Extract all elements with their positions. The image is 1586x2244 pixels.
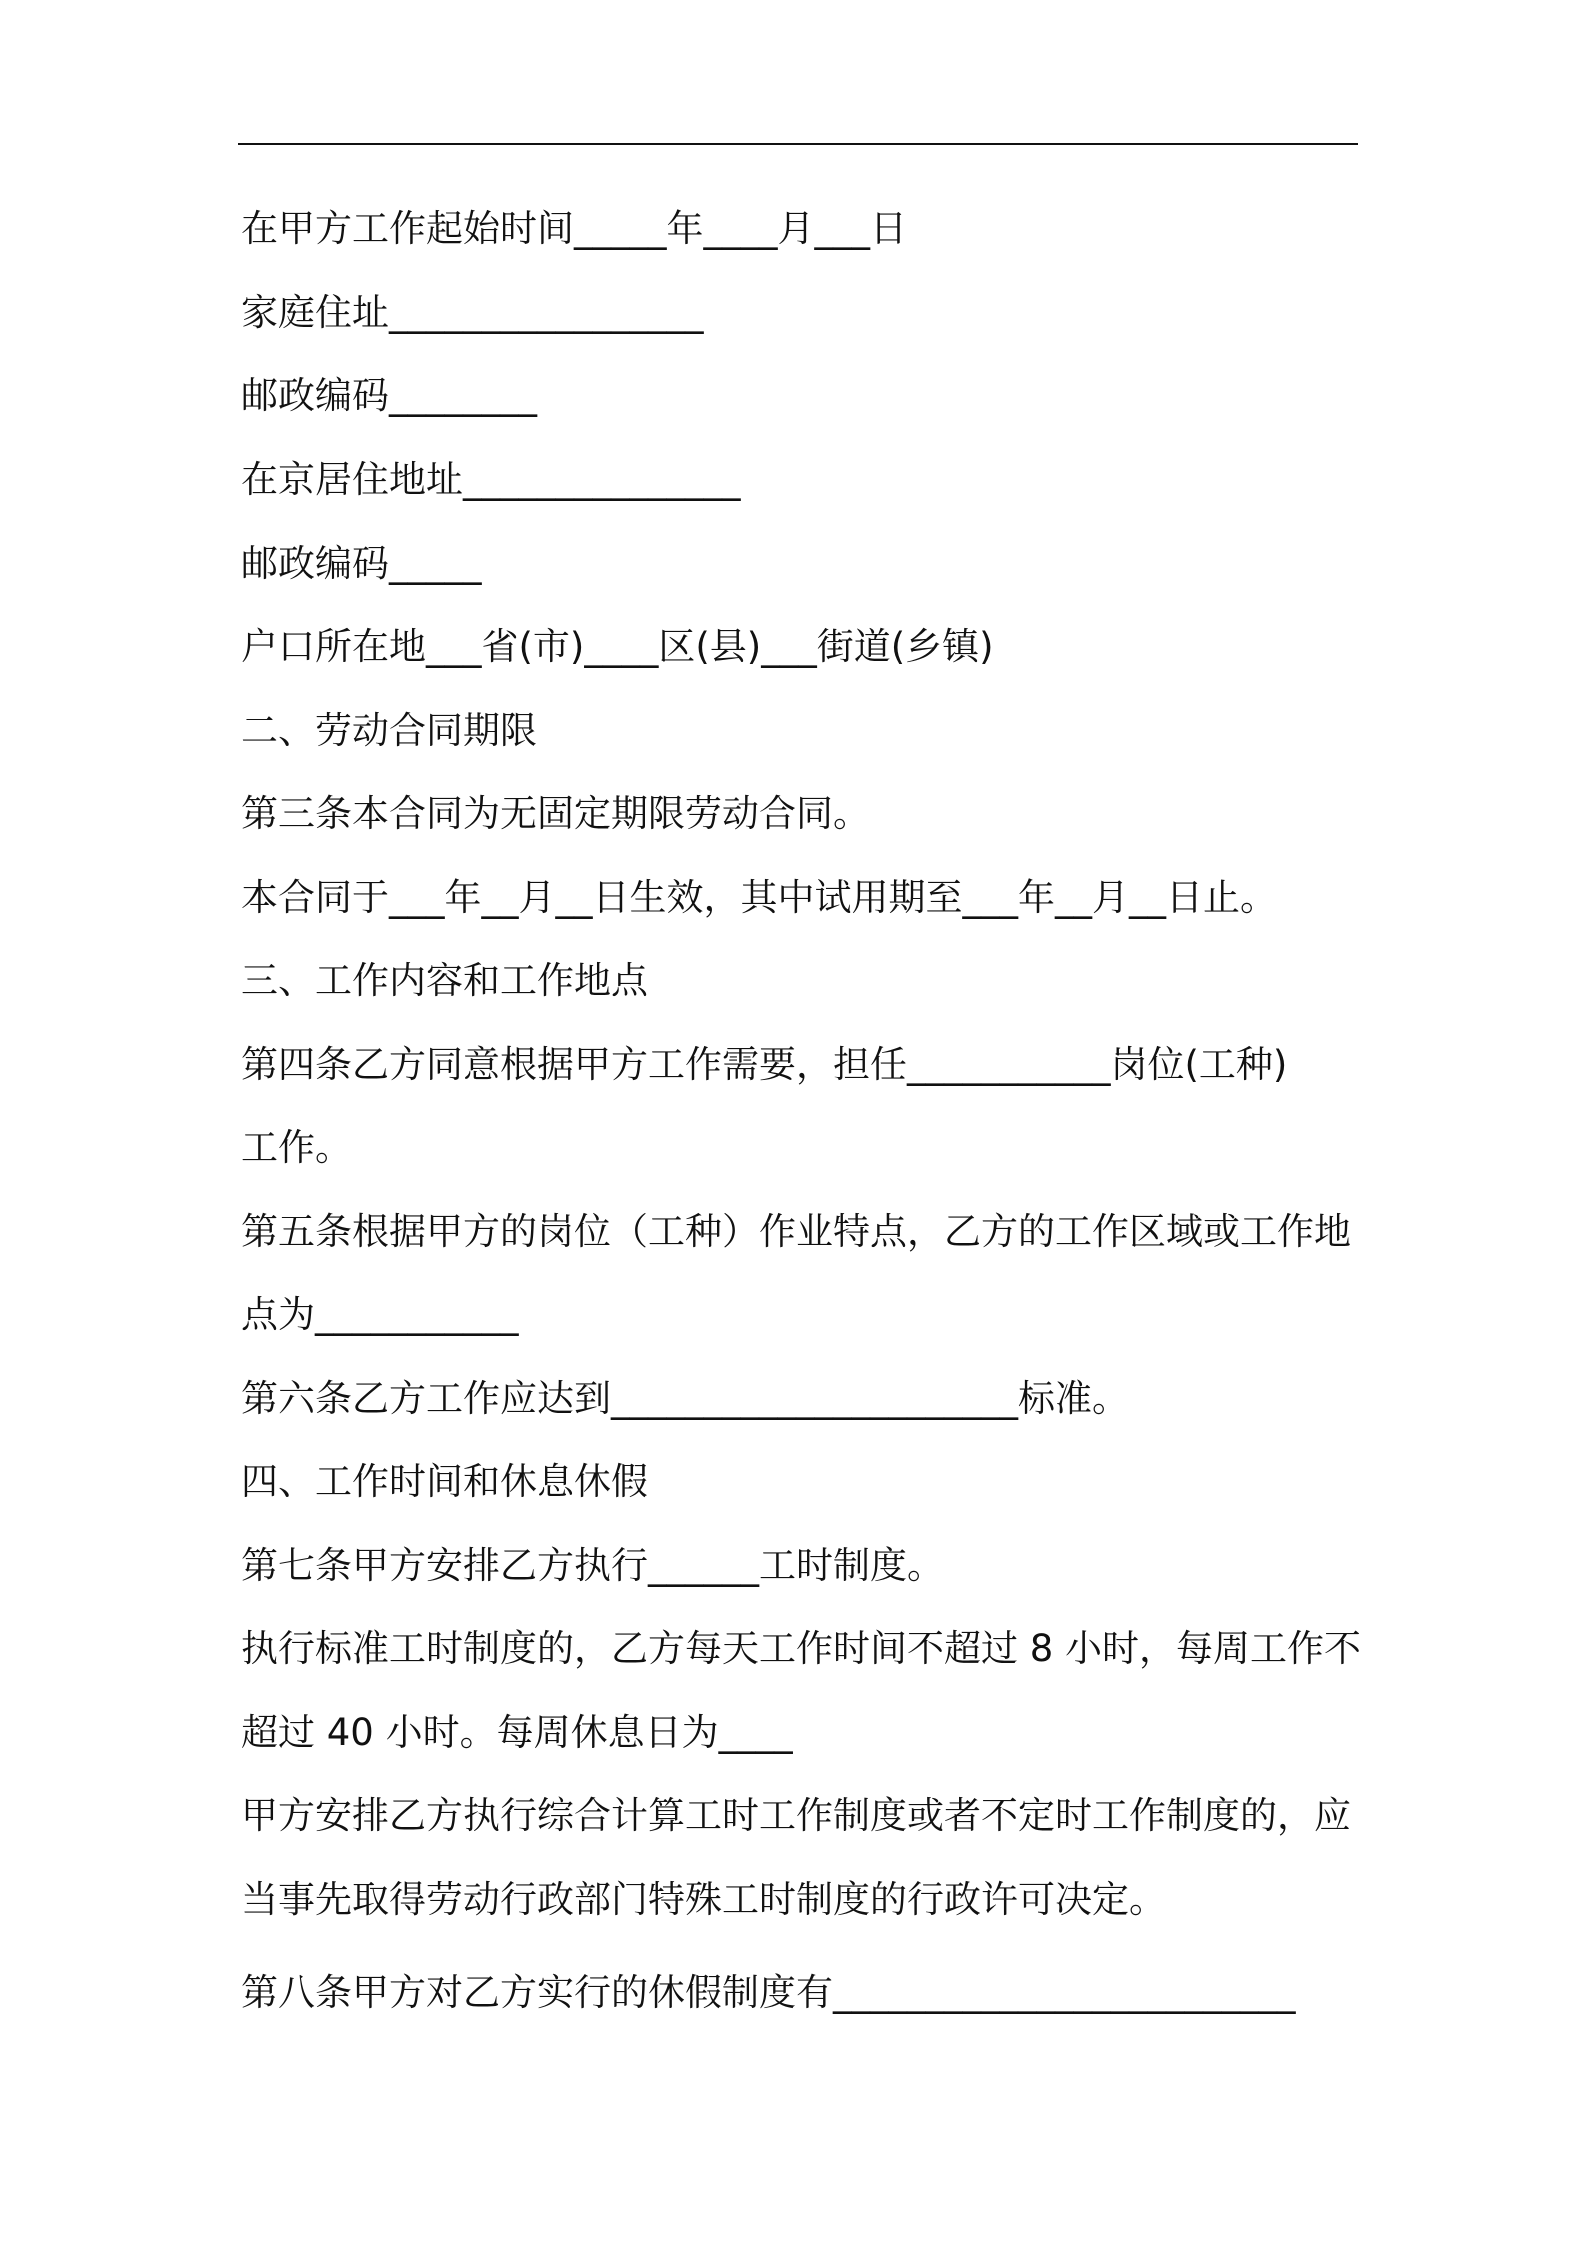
- article-3: 第三条本合同为无固定期限劳动合同。: [241, 792, 870, 835]
- article-5: 第五条根据甲方的岗位（工种）作业特点，乙方的工作区域或工作地: [241, 1210, 1351, 1253]
- special-hours-text: 甲方安排乙方执行综合计算工时工作制度或者不定时工作制度的，应: [241, 1794, 1351, 1837]
- line-postal-code-1: 邮政编码________: [241, 374, 537, 417]
- article-6: 第六条乙方工作应达到______________________标准。: [241, 1377, 1129, 1420]
- standard-hours-text: 执行标准工时制度的，乙方每天工作时间不超过 8 小时，每周工作不: [241, 1627, 1362, 1670]
- header-rule: [238, 143, 1358, 145]
- line-effective-date: 本合同于___年__月__日生效，其中试用期至___年__月__日止。: [241, 876, 1277, 919]
- article-7: 第七条甲方安排乙方执行______工时制度。: [241, 1544, 944, 1587]
- article-4-continued: 工作。: [241, 1126, 352, 1169]
- article-5-continued: 点为___________: [241, 1293, 519, 1336]
- line-beijing-address: 在京居住地址_______________: [241, 458, 741, 501]
- article-8: 第八条甲方对乙方实行的休假制度有_________________________: [241, 1971, 1296, 2014]
- section-heading-2: 二、劳动合同期限: [241, 709, 537, 752]
- line-postal-code-2: 邮政编码_____: [241, 542, 482, 585]
- article-4: 第四条乙方同意根据甲方工作需要，担任___________岗位(工种): [241, 1043, 1288, 1086]
- line-home-address: 家庭住址_________________: [241, 291, 704, 334]
- line-hukou-location: 户口所在地___省(市)____区(县)___街道(乡镇): [241, 625, 994, 668]
- section-heading-3: 三、工作内容和工作地点: [241, 959, 648, 1002]
- section-heading-4: 四、工作时间和休息休假: [241, 1460, 648, 1503]
- special-hours-continued: 当事先取得劳动行政部门特殊工时制度的行政许可决定。: [241, 1878, 1166, 1921]
- line-start-date: 在甲方工作起始时间_____年____月___日: [241, 207, 907, 250]
- standard-hours-continued: 超过 40 小时。每周休息日为____: [241, 1711, 793, 1754]
